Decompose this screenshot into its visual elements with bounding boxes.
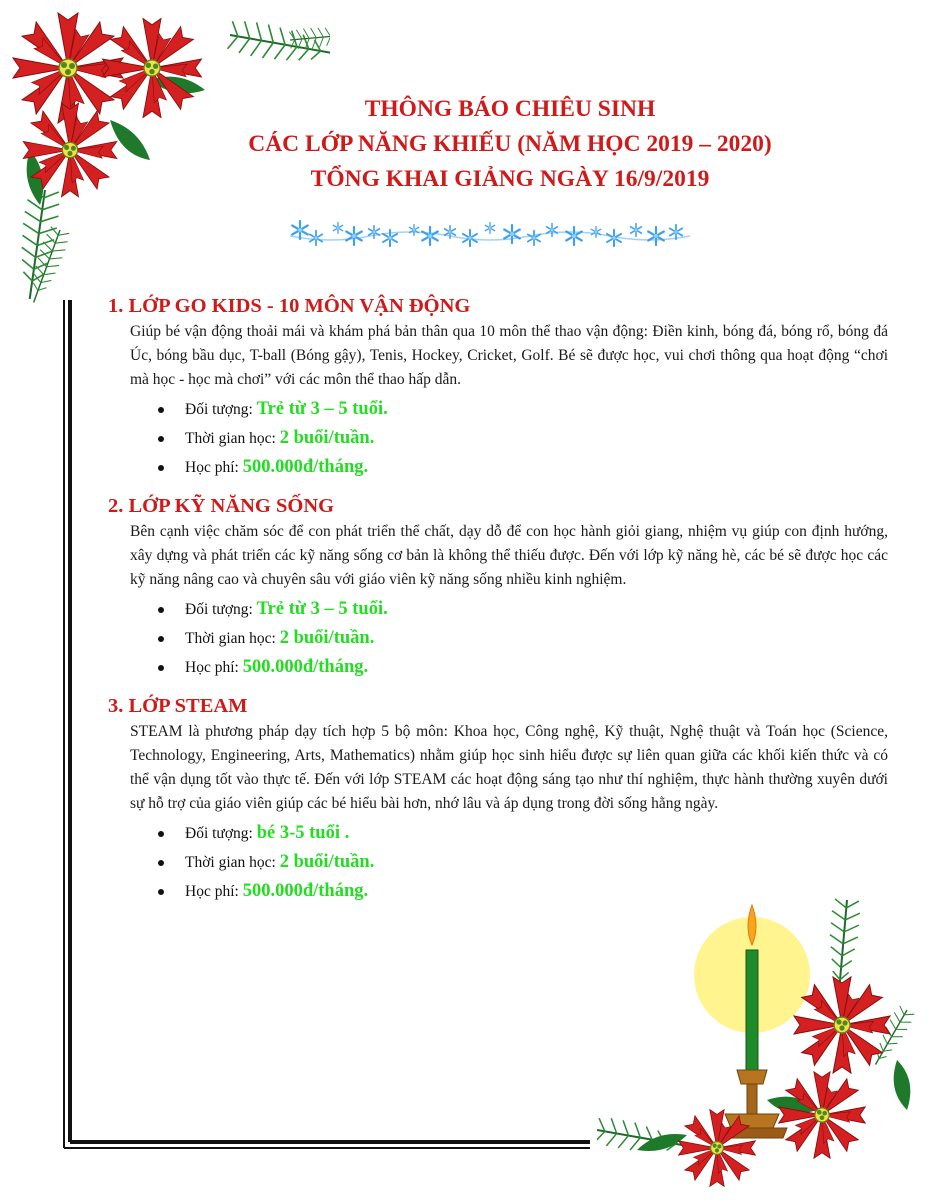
item-label: Đối tượng: bbox=[185, 601, 257, 618]
item-label: Đối tượng: bbox=[185, 401, 257, 418]
title-line-1: THÔNG BÁO CHIÊU SINH bbox=[364, 96, 656, 122]
bullet-icon bbox=[158, 889, 164, 895]
list-item bbox=[108, 624, 888, 653]
section-description: STEAM là phương pháp dạy tích hợp 5 bộ môn: Khoa học, Công nghệ, Kỹ thuật, Nghệ thuật và Toán học (Science, Technology, Engineering, Arts, Mathematics) nhằm giúp học sinh hiểu được sự liên quan giữa các khối kiến thức và có thể vận dụng tốt vào thực tế. Đến với lớp STEAM các hoạt động sáng tạo như thí nghiệm, thực hành thường xuyên dưới sự hỗ trợ của giáo viên giúp các bé hiểu bài hơn, nhớ lâu và áp dụng trong đời sống hằng ngày. bbox=[130, 723, 888, 812]
candle-poinsettia-corner-bottom-right bbox=[597, 890, 927, 1200]
item-label: Thời gian học: bbox=[185, 630, 280, 647]
item-value: 2 buổi/tuần. bbox=[279, 628, 375, 648]
item-value: 500.000đ/tháng. bbox=[242, 457, 369, 477]
list-item bbox=[108, 453, 888, 482]
section-steam bbox=[108, 692, 888, 906]
item-value: 2 buổi/tuần. bbox=[279, 852, 375, 872]
content-area bbox=[108, 292, 888, 906]
title-line-2: CÁC LỚP NĂNG KHIẾU (NĂM HỌC 2019 – 2020) bbox=[248, 131, 772, 157]
bullet-icon bbox=[158, 436, 164, 442]
list-item bbox=[108, 395, 888, 424]
details-list bbox=[108, 395, 888, 482]
title-line-3: TỔNG KHAI GIẢNG NGÀY 16/9/2019 bbox=[310, 166, 710, 192]
item-label: Học phí: bbox=[185, 883, 243, 900]
section-heading: 1. LỚP GO KIDS - 10 MÔN VẬN ĐỘNG bbox=[108, 295, 471, 317]
section-go-kids bbox=[108, 292, 888, 482]
list-item bbox=[108, 819, 888, 848]
announcement-title bbox=[160, 92, 860, 197]
item-value: 2 buổi/tuần. bbox=[279, 428, 375, 448]
item-value: 500.000đ/tháng. bbox=[242, 881, 369, 901]
item-label: Đối tượng: bbox=[185, 825, 257, 842]
section-description: Giúp bé vận động thoải mái và khám phá bản thân qua 10 môn thể thao vận động: Điền kinh, bóng đá, bóng rổ, bóng đá Úc, bóng bầu dục, T-ball (Bóng gậy), Tenis, Hockey, Cricket, Golf. Bé sẽ được học, vui chơi thông qua hoạt động “chơi mà học - học mà chơi” với các môn thể thao hấp dẫn. bbox=[130, 323, 888, 388]
list-item bbox=[108, 424, 888, 453]
item-label: Thời gian học: bbox=[185, 430, 280, 447]
item-value: bé 3-5 tuổi . bbox=[256, 823, 350, 843]
item-label: Thời gian học: bbox=[185, 854, 280, 871]
item-value: Trẻ từ 3 – 5 tuổi. bbox=[256, 399, 388, 419]
bullet-icon bbox=[158, 607, 164, 613]
list-item bbox=[108, 653, 888, 682]
bullet-icon bbox=[158, 665, 164, 671]
list-item bbox=[108, 595, 888, 624]
bullet-icon bbox=[158, 860, 164, 866]
item-value: 500.000đ/tháng. bbox=[242, 657, 369, 677]
list-item bbox=[108, 848, 888, 877]
section-heading: 3. LỚP STEAM bbox=[108, 695, 248, 717]
bullet-icon bbox=[158, 407, 164, 413]
bullet-icon bbox=[158, 636, 164, 642]
item-value: Trẻ từ 3 – 5 tuổi. bbox=[256, 599, 388, 619]
snowflake-icon bbox=[292, 221, 682, 246]
item-label: Học phí: bbox=[185, 659, 243, 676]
bullet-icon bbox=[158, 465, 164, 471]
section-description: Bên cạnh việc chăm sóc để con phát triển thể chất, dạy dỗ để con học hành giỏi giang, nhiệm vụ giúp con định hướng, xây dựng và phát triển các kỹ năng sống cơ bản là không thể thiếu được. Đến với lớp kỹ năng hè, các bé sẽ được học các kỹ năng nâng cao và chuyên sâu với giáo viên kỹ năng sống nhiều kinh nghiệm. bbox=[130, 523, 888, 588]
bullet-icon bbox=[158, 831, 164, 837]
item-label: Học phí: bbox=[185, 459, 243, 476]
details-list bbox=[108, 595, 888, 682]
snowflake-divider bbox=[290, 214, 690, 254]
section-life-skills bbox=[108, 492, 888, 682]
section-heading: 2. LỚP KỸ NĂNG SỐNG bbox=[108, 495, 335, 517]
